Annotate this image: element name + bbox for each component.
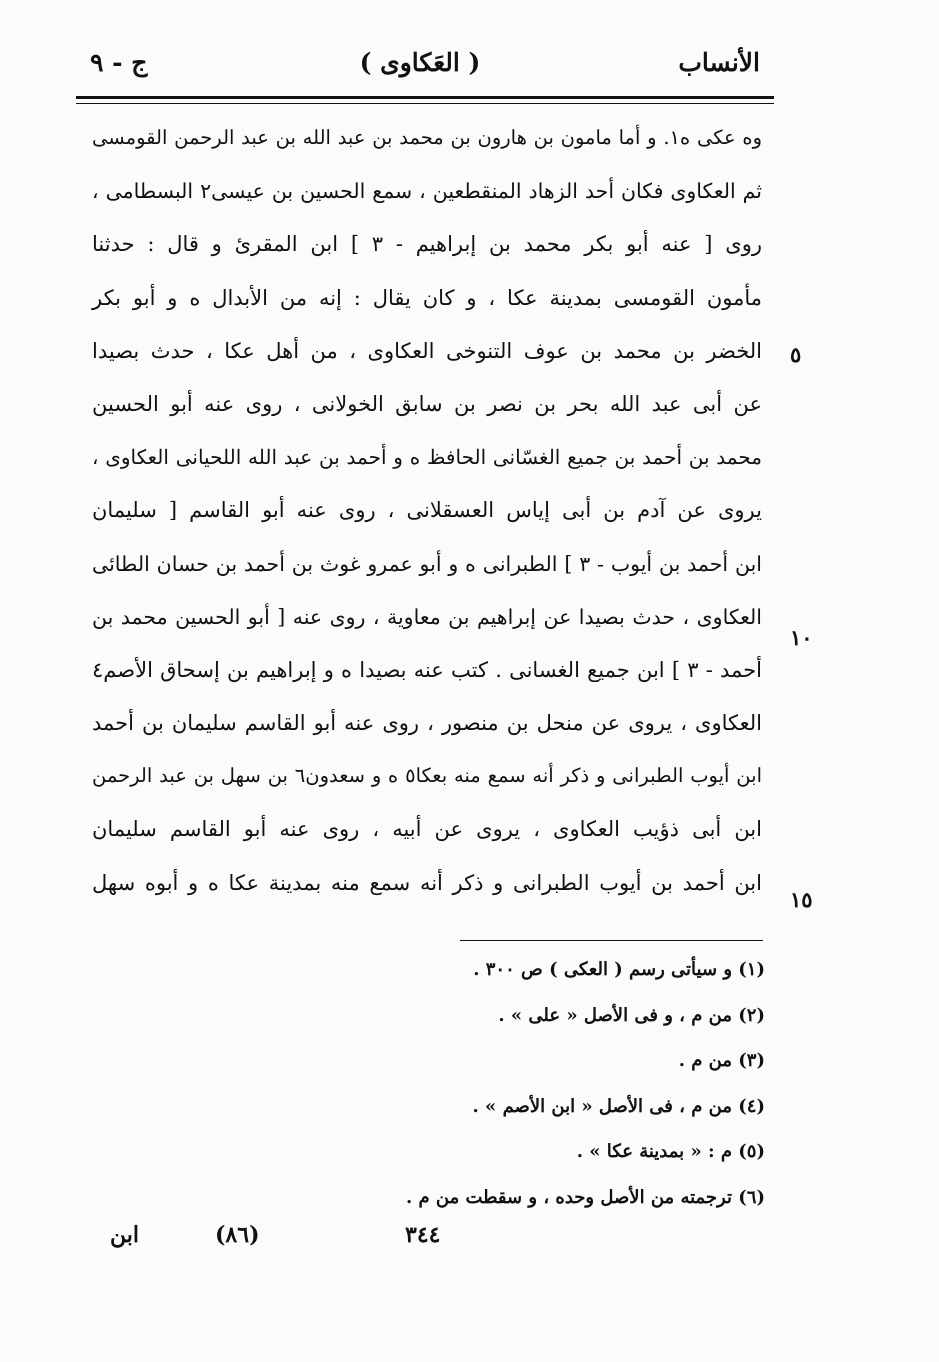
header-rule-thin	[76, 103, 774, 104]
catchword: ابن	[110, 1222, 139, 1248]
header-book-title: الأنساب	[678, 48, 760, 77]
text-line: العكاوى ، حدث بصيدا عن إبراهيم بن معاوية ، روى عنه [ أبو الحسين محمد بن	[92, 604, 762, 629]
text-line: ابن أحمد بن أيوب الطبرانى و ذكر أنه سمع منه بمدينة عكا ه و أبوه سهل	[92, 870, 762, 895]
footnote-rule	[460, 940, 763, 941]
text-line: وه عكى ه١. و أما مامون بن هارون بن محمد بن عبد الله بن عبد الرحمن القومسى	[92, 126, 763, 149]
text-line: روى [ عنه أبو بكر محمد بن إبراهيم - ٣ ] ابن المقرئ و قال : حدثنا	[92, 232, 762, 257]
footnote: (٥) م : « بمدينة عكا » .	[576, 1141, 765, 1162]
page-header	[80, 44, 760, 84]
text-line: ابن أحمد بن أيوب - ٣ ] الطبرانى ه و أبو عمرو غوث بن أحمد بن حسان الطائى	[92, 551, 762, 576]
page-number: ٣٤٤	[405, 1222, 441, 1248]
footnote: (٦) ترجمته من الأصل وحده ، و سقطت من م .	[405, 1186, 765, 1208]
line-number-15: ١٥	[790, 887, 813, 912]
footnote: (٢) من م ، و فى الأصل « على » .	[498, 1004, 765, 1026]
header-rule-thick	[76, 96, 774, 99]
text-line: مأمون القومسى بمدينة عكا ، و كان يقال : إنه من الأبدال ه و أبو بكر	[92, 285, 762, 310]
text-line: محمد بن أحمد بن جميع الغسّانى الحافظ ه و أحمد بن عبد الله اللحيانى العكاوى ،	[92, 445, 762, 470]
footnote: (٣) من م .	[678, 1050, 765, 1071]
text-line: ابن أيوب الطبرانى و ذكر أنه سمع منه بعكا٥ ه و سعدون٦ بن سهل بن عبد الرحمن	[92, 764, 762, 788]
text-line: ابن أبى ذؤيب العكاوى ، يروى عن أبيه ، روى عنه أبو القاسم سليمان	[92, 817, 762, 842]
footnote: (٤) من م ، فى الأصل « ابن الأصم » .	[472, 1095, 765, 1117]
line-number-10: ١٠	[790, 625, 813, 650]
text-line: أحمد - ٣ ] ابن جميع الغسانى . كتب عنه بصيدا ه و إبراهيم بن إسحاق الأصم٤	[92, 657, 762, 682]
footnotes	[300, 950, 765, 1223]
text-line: يروى عن آدم بن أبى إياس العسقلانى ، روى عنه أبو القاسم [ سليمان	[92, 498, 762, 523]
text-line: عن أبى عبد الله بحر بن نصر بن سابق الخولانى ، روى عنه أبو الحسين	[92, 391, 762, 416]
main-text	[92, 120, 762, 918]
line-number-5: ٥	[790, 342, 802, 367]
text-line: ثم العكاوى فكان أحد الزهاد المنقطعين ، سمع الحسين بن عيسى٢ البسطامى ،	[92, 179, 762, 204]
header-entry-title: ( العَكاوى )	[359, 48, 481, 77]
footnote: (١) و سيأتى رسم ( العكى ) ص ٣٠٠ .	[473, 959, 765, 980]
signature-mark: (٨٦)	[215, 1222, 260, 1248]
text-line: الخضر بن محمد بن عوف التنوخى العكاوى ، من أهل عكا ، حدث بصيدا	[92, 338, 762, 363]
text-line: العكاوى ، يروى عن منحل بن منصور ، روى عنه أبو القاسم سليمان بن أحمد	[92, 711, 762, 736]
header-volume: ج - ٩	[90, 48, 148, 77]
